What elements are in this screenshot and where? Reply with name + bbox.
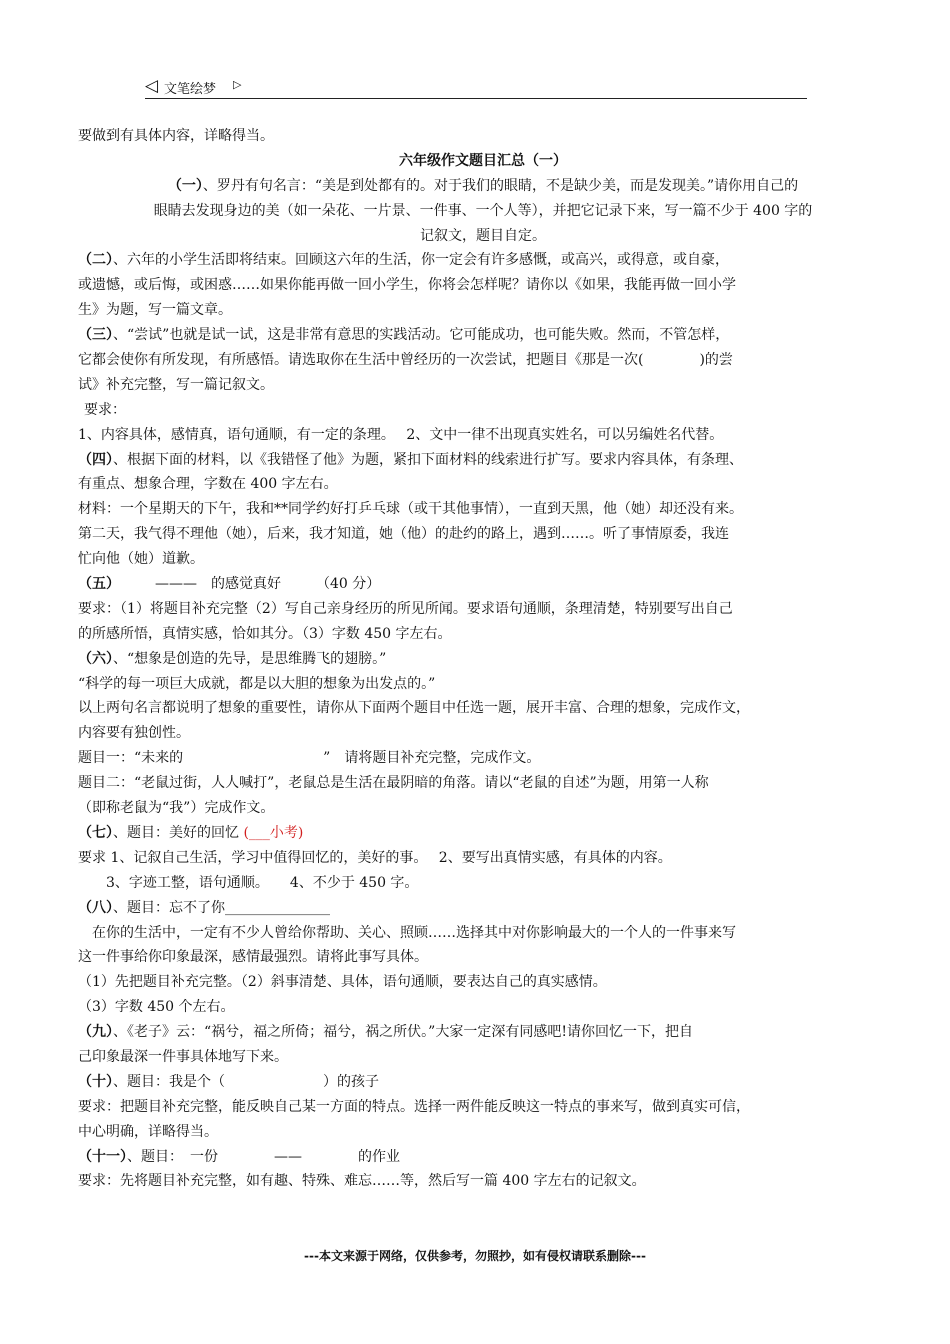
q10-line-3: 中心明确，详略得当。 bbox=[78, 1123, 218, 1140]
q11-line-1 bbox=[78, 1145, 888, 1170]
q6-line-7: （即称老鼠为“我”）完成作文。 bbox=[78, 800, 275, 817]
q1-line-3: 记叙文，题目自定。 bbox=[420, 227, 546, 244]
q11-line-2: 要求：先将题目补充完整，如有趣、特殊、难忘……等，然后写一篇 400 字左右的记叙文。 bbox=[78, 1173, 646, 1190]
q2-line-3: 生》为题，写一篇文章。 bbox=[78, 302, 232, 319]
q4-line-3: 材料：一个星期天的下午，我和**同学约好打乒乓球（或干其他事情），一直到天黑，他（她）却还没有来。 bbox=[78, 501, 743, 518]
document-body bbox=[78, 124, 888, 1194]
q8-line-5: （3）字数 450 个左右。 bbox=[78, 999, 235, 1016]
q4-text-a: 、根据下面的材料，以《我错怪了他》为题，紧扣下面材料的线索进行扩写。要求内容具体，有条理、 bbox=[113, 451, 743, 468]
q7-line-2: 要求 1、记叙自己生活，学习中值得回忆的，美好的事。 2、要写出真情实感，有具体的内容。 bbox=[78, 849, 672, 866]
q7-number: （七） bbox=[78, 824, 113, 841]
q9-text-a: 、《老子》云：“祸兮，福之所倚；福兮，祸之所伏。”大家一定深有同感吧!请你回忆一下，把自 bbox=[113, 1024, 693, 1041]
q10-line-1 bbox=[78, 1070, 888, 1095]
q4-line-1 bbox=[78, 448, 888, 473]
q11-text-a: 、题目： 一份 —— 的作业 bbox=[127, 1148, 400, 1165]
q3-number: （三） bbox=[78, 327, 113, 344]
q10-line-2: 要求：把题目补充完整，能反映自己某一方面的特点。选择一两件能反映这一特点的事来写，做到真实可信， bbox=[78, 1098, 750, 1115]
q7-red-note: (___小考) bbox=[243, 824, 304, 841]
requirements-label: 要求： bbox=[84, 401, 126, 418]
triangle-right-icon: ▷ bbox=[233, 78, 242, 91]
q8-blank: _______________ bbox=[225, 899, 330, 916]
q4-line-5: 忙向他（她）道歉。 bbox=[78, 551, 204, 568]
footer-disclaimer: ---本文来源于网络，仅供参考，勿照抄，如有侵权请联系删除--- bbox=[304, 1249, 646, 1263]
q8-line-2: 在你的生活中，一定有不少人曾给你帮助、关心、照顾……选择其中对你影响最大的一个人的一件事来写 bbox=[92, 924, 736, 941]
intro-line: 要做到有具体内容，详略得当。 bbox=[78, 128, 274, 144]
q10-text-a: 、题目：我是个（ ）的孩子 bbox=[113, 1073, 379, 1090]
q6-text-a: 、“想象是创造的先导，是思维腾飞的翅膀。” bbox=[113, 650, 387, 667]
q7-text-a: 、题目：美好的回忆 bbox=[113, 824, 239, 841]
q2-line-2: 或遗憾，或后悔，或困惑……如果你能再做一回小学生，你将会怎样呢？请你以《如果，我能再做一回小学 bbox=[78, 277, 736, 294]
requirements-line: 1、内容具体，感情真，语句通顺，有一定的条理。 2、文中一律不出现真实姓名，可以另编姓名代替。 bbox=[78, 426, 724, 443]
page-header bbox=[145, 74, 807, 99]
q2-number: （二） bbox=[78, 252, 113, 269]
q2-line-1 bbox=[78, 248, 888, 273]
q9-number: （九） bbox=[78, 1024, 113, 1041]
q9-line-1 bbox=[78, 1020, 888, 1045]
q11-number: （十一） bbox=[78, 1148, 127, 1165]
q5-title: ——— 的感觉真好 （40 分） bbox=[113, 576, 381, 593]
q8-text-a: 、题目：忘不了你 bbox=[113, 899, 225, 916]
q8-number: （八） bbox=[78, 899, 113, 916]
q5-number: （五） bbox=[78, 576, 113, 593]
q4-line-2: 有重点、想象合理，字数在 400 字左右。 bbox=[78, 476, 338, 493]
q6-number: （六） bbox=[78, 650, 113, 667]
q6-line-3: 以上两句名言都说明了想象的重要性，请你从下面两个题目中任选一题，展开丰富、合理的想象，完成作文， bbox=[78, 700, 750, 717]
q7-line-1 bbox=[78, 821, 888, 846]
q3-text-a: 、“尝试”也就是试一试，这是非常有意思的实践活动。它可能成功，也可能失败。然而，不管怎样， bbox=[113, 327, 730, 344]
q1-text-a: 、罗丹有句名言：“美是到处都有的。对于我们的眼睛，不是缺少美，而是发现美。”请你用自己的 bbox=[202, 177, 799, 194]
q5-line-3: 的所感所悟，真情实感，恰如其分。（3）字数 450 字左右。 bbox=[78, 625, 452, 642]
q1-line-1 bbox=[78, 174, 888, 199]
q6-line-1 bbox=[78, 647, 888, 672]
q3-line-1 bbox=[78, 323, 888, 348]
q6-line-5: 题目一：“未来的 ” 请将题目补充完整，完成作文。 bbox=[78, 750, 541, 767]
q1-line-2: 眼睛去发现身边的美（如一朵花、一片景、一件事、一个人等），并把它记录下来，写一篇不少于 400 字的 bbox=[153, 202, 813, 219]
q4-number: （四） bbox=[78, 451, 113, 468]
q8-line-1 bbox=[78, 896, 888, 921]
q2-text-a: 、六年的小学生活即将结束。回顾这六年的生活，你一定会有许多感慨，或高兴，或得意，或自豪， bbox=[113, 252, 729, 269]
q10-number: （十） bbox=[78, 1073, 113, 1090]
q8-line-3: 这一件事给你印象最深，感情最强烈。请将此事写具体。 bbox=[78, 949, 428, 966]
brand-label: 文笔绘梦 bbox=[164, 82, 217, 97]
q4-line-4: 第二天，我气得不理他（她），后来，我才知道，她（他）的赴约的路上，遇到……。听了事情原委，我连 bbox=[78, 526, 729, 543]
q6-line-4: 内容要有独创性。 bbox=[78, 725, 190, 742]
q5-line-1 bbox=[78, 572, 888, 597]
q7-line-3: 3、字迹工整，语句通顺。 4、不少于 450 字。 bbox=[106, 874, 419, 891]
triangle-left-icon: ◁ bbox=[145, 76, 159, 96]
q5-line-2: 要求：（1）将题目补充完整（2）写自己亲身经历的所见所闻。要求语句通顺，条理清楚，特别要写出自己 bbox=[78, 600, 733, 617]
q6-line-2: “科学的每一项巨大成就，都是以大胆的想象为出发点的。” bbox=[78, 675, 436, 692]
q3-line-2: 它都会使你有所发现，有所感悟。请选取你在生活中曾经历的一次尝试，把题目《那是一次( )的尝 bbox=[78, 352, 733, 369]
q1-number: （一） bbox=[167, 177, 203, 194]
document-title: 六年级作文题目汇总（一） bbox=[399, 152, 567, 169]
q9-line-2: 己印象最深一件事具体地写下来。 bbox=[78, 1048, 288, 1065]
q3-line-3: 试》补充完整，写一篇记叙文。 bbox=[78, 376, 274, 393]
q6-line-6: 题目二：“老鼠过街，人人喊打”，老鼠总是生活在最阴暗的角落。请以“老鼠的自述”为题，用第一人称 bbox=[78, 775, 709, 792]
q8-line-4: （1）先把题目补充完整。（2）斜事清楚、具体，语句通顺，要表达自己的真实感情。 bbox=[78, 974, 607, 991]
